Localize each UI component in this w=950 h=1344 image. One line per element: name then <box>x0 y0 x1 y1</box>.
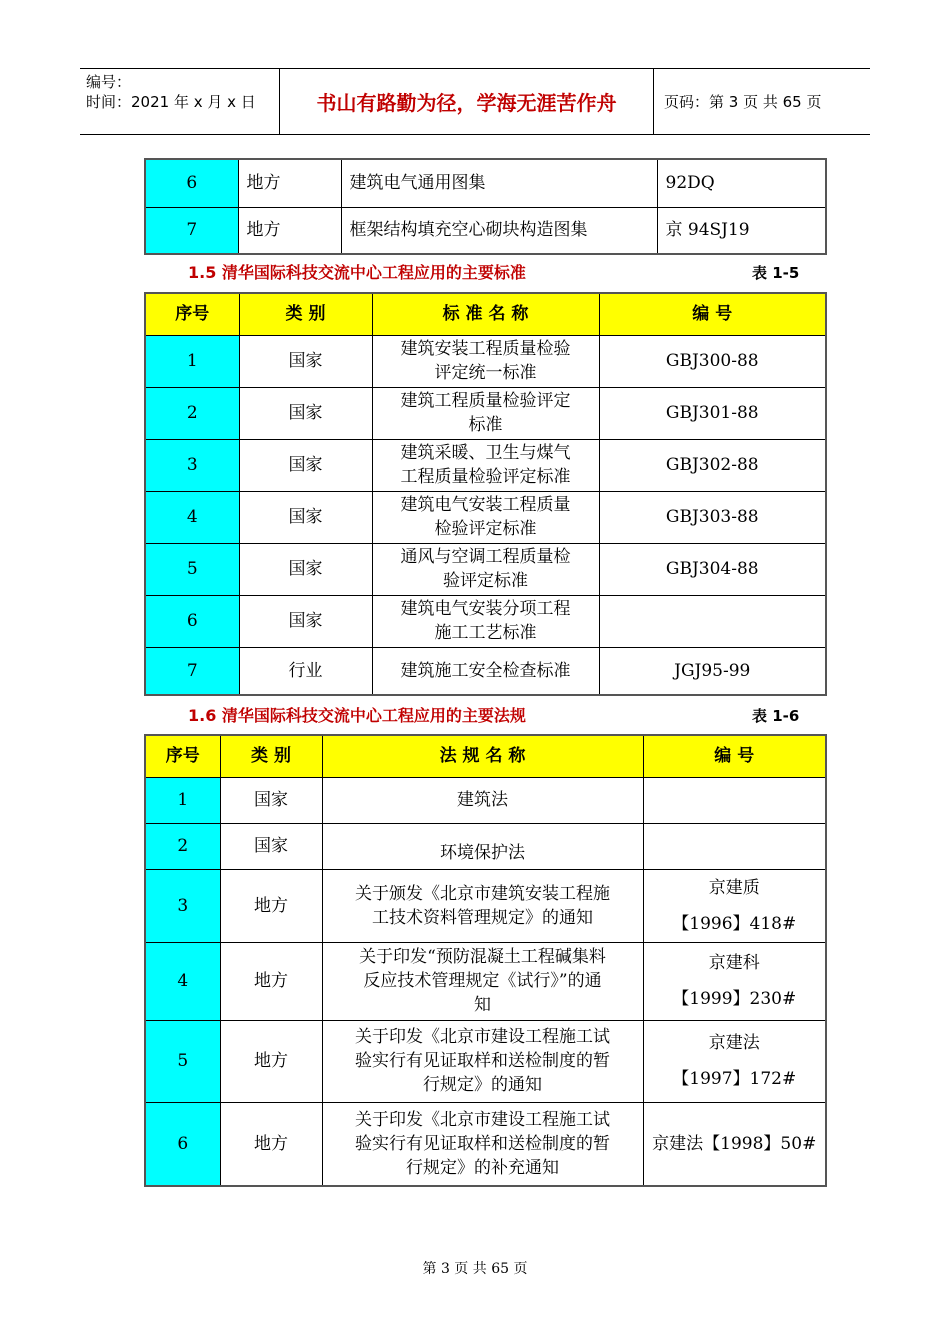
row-code-line: 【1999】230# <box>672 989 797 1009</box>
table-row <box>145 869 826 942</box>
row-name <box>322 942 643 1020</box>
row-code <box>643 869 826 942</box>
row-name-line: 建筑采暖、卫生与煤气 <box>400 443 571 463</box>
row-code-line: 京建科 <box>708 953 760 973</box>
row-name <box>372 335 599 387</box>
row-category: 国家 <box>239 387 372 439</box>
row-code: 京 94SJ19 <box>657 207 826 254</box>
row-name-line: 关于印发“预防混凝土工程碱集料 <box>359 947 606 967</box>
row-code: 京建法【1998】50# <box>643 1102 826 1186</box>
section-title-1-5: 1.5 清华国际科技交流中心工程应用的主要标准 <box>188 263 526 282</box>
row-category: 地方 <box>220 942 322 1020</box>
row-code: GBJ300-88 <box>599 335 826 387</box>
row-number: 5 <box>145 543 239 595</box>
table-row <box>145 823 826 869</box>
row-name-line: 检验评定标准 <box>434 519 537 539</box>
table-row <box>145 595 826 647</box>
row-number: 7 <box>145 207 238 254</box>
row-number: 1 <box>145 335 239 387</box>
row-number: 3 <box>145 439 239 491</box>
column-header: 序号 <box>145 293 239 335</box>
table-number-1-5: 表 1-5 <box>752 264 800 282</box>
row-name-line: 行规定》的通知 <box>423 1075 542 1095</box>
table-row <box>145 647 826 695</box>
table-standards <box>144 292 827 696</box>
column-header: 法 规 名 称 <box>322 735 643 777</box>
row-code <box>643 823 826 869</box>
row-category: 地方 <box>220 869 322 942</box>
table-row <box>145 942 826 1020</box>
row-name-line: 验实行有见证取样和送检制度的暂 <box>355 1133 610 1154</box>
row-name: 框架结构填充空心砌块构造图集 <box>341 207 657 254</box>
row-name <box>322 869 643 942</box>
row-number: 2 <box>145 823 220 869</box>
row-category: 国家 <box>239 491 372 543</box>
row-code <box>599 595 826 647</box>
row-name-line: 工技术资料管理规定》的通知 <box>372 907 593 928</box>
header-page-info: 页码：第 3 页 共 65 页 <box>664 93 822 111</box>
row-name-line: 通风与空调工程质量检 <box>400 547 571 567</box>
column-header: 类 别 <box>239 293 372 335</box>
table-row <box>145 777 826 823</box>
row-name <box>372 491 599 543</box>
row-category: 行业 <box>239 647 372 695</box>
row-code: JGJ95-99 <box>599 647 826 695</box>
row-number: 6 <box>145 159 238 207</box>
row-name: 建筑法 <box>322 777 643 823</box>
table-row <box>145 1102 826 1186</box>
row-number: 3 <box>145 869 220 942</box>
row-code: 92DQ <box>657 159 826 207</box>
row-category: 地方 <box>238 159 341 207</box>
row-code <box>643 777 826 823</box>
row-category: 国家 <box>220 823 322 869</box>
header-left <box>80 69 280 134</box>
row-code-line: 京建质 <box>708 877 760 898</box>
row-number: 1 <box>145 777 220 823</box>
row-number: 4 <box>145 942 220 1020</box>
row-name-line: 建筑安装工程质量检验 <box>400 339 571 359</box>
row-code-line: 【1997】172# <box>672 1069 797 1089</box>
row-category: 国家 <box>239 439 372 491</box>
row-number: 6 <box>145 595 239 647</box>
row-name-line: 标准 <box>468 415 503 435</box>
row-code: GBJ303-88 <box>599 491 826 543</box>
row-name <box>372 439 599 491</box>
row-code-line: 【1996】418# <box>672 913 797 934</box>
table-row <box>145 439 826 491</box>
table-row <box>145 335 826 387</box>
row-name-line: 验实行有见证取样和送检制度的暂 <box>355 1051 610 1071</box>
page-header <box>80 68 870 135</box>
header-motto: 书山有路勤为径，学海无涯苦作舟 <box>280 69 654 134</box>
page-footer: 第 3 页 共 65 页 <box>422 1261 528 1277</box>
row-name <box>372 387 599 439</box>
row-name <box>322 1020 643 1102</box>
row-name-line: 验评定标准 <box>443 571 528 591</box>
header-time-label: 时间：2021 年 x 月 x 日 <box>86 93 256 111</box>
row-name-line: 建筑工程质量检验评定 <box>400 391 571 411</box>
row-category: 地方 <box>220 1102 322 1186</box>
row-code: GBJ301-88 <box>599 387 826 439</box>
row-name-line: 建筑电气安装分项工程 <box>400 599 571 619</box>
row-number: 4 <box>145 491 239 543</box>
row-number: 6 <box>145 1102 220 1186</box>
table-regulations <box>144 734 827 1187</box>
row-number: 2 <box>145 387 239 439</box>
column-header: 编 号 <box>599 293 826 335</box>
header-number-label: 编号： <box>86 73 132 91</box>
table-continued <box>144 158 827 255</box>
row-name-line: 施工工艺标准 <box>434 623 537 643</box>
table-header-row <box>145 735 826 777</box>
row-name: 环境保护法 <box>322 823 643 869</box>
row-category: 国家 <box>220 777 322 823</box>
table-row <box>145 491 826 543</box>
table-header-row <box>145 293 826 335</box>
row-category: 地方 <box>238 207 341 254</box>
row-name <box>322 1102 643 1186</box>
row-code: GBJ302-88 <box>599 439 826 491</box>
row-name-line: 反应技术管理规定《试行》”的通 <box>363 971 602 991</box>
row-number: 7 <box>145 647 239 695</box>
row-name: 建筑电气通用图集 <box>341 159 657 207</box>
row-name <box>372 543 599 595</box>
row-name-line: 行规定》的补充通知 <box>406 1157 559 1178</box>
row-name <box>372 595 599 647</box>
table-number-1-6: 表 1-6 <box>752 707 800 725</box>
row-category: 国家 <box>239 335 372 387</box>
row-category: 国家 <box>239 595 372 647</box>
row-code <box>643 942 826 1020</box>
row-name-line: 工程质量检验评定标准 <box>400 467 571 487</box>
row-code-line: 京建法 <box>708 1033 760 1053</box>
row-name: 建筑施工安全检查标准 <box>372 647 599 695</box>
row-code: GBJ304-88 <box>599 543 826 595</box>
column-header: 编 号 <box>643 735 826 777</box>
row-code <box>643 1020 826 1102</box>
table-row <box>145 543 826 595</box>
row-name-line: 评定统一标准 <box>434 363 537 383</box>
table-row <box>145 207 826 254</box>
table-row <box>145 159 826 207</box>
row-name-line: 关于印发《北京市建设工程施工试 <box>355 1027 610 1047</box>
row-name-line: 关于颁发《北京市建筑安装工程施 <box>355 883 610 904</box>
column-header: 序号 <box>145 735 220 777</box>
row-category: 国家 <box>239 543 372 595</box>
row-name-line: 关于印发《北京市建设工程施工试 <box>355 1109 610 1130</box>
row-name-line: 知 <box>474 995 491 1015</box>
row-name-line: 建筑电气安装工程质量 <box>400 495 571 515</box>
column-header: 类 别 <box>220 735 322 777</box>
section-title-1-6: 1.6 清华国际科技交流中心工程应用的主要法规 <box>188 706 526 725</box>
table-row <box>145 387 826 439</box>
row-category: 地方 <box>220 1020 322 1102</box>
column-header: 标 准 名 称 <box>372 293 599 335</box>
table-row <box>145 1020 826 1102</box>
row-number: 5 <box>145 1020 220 1102</box>
